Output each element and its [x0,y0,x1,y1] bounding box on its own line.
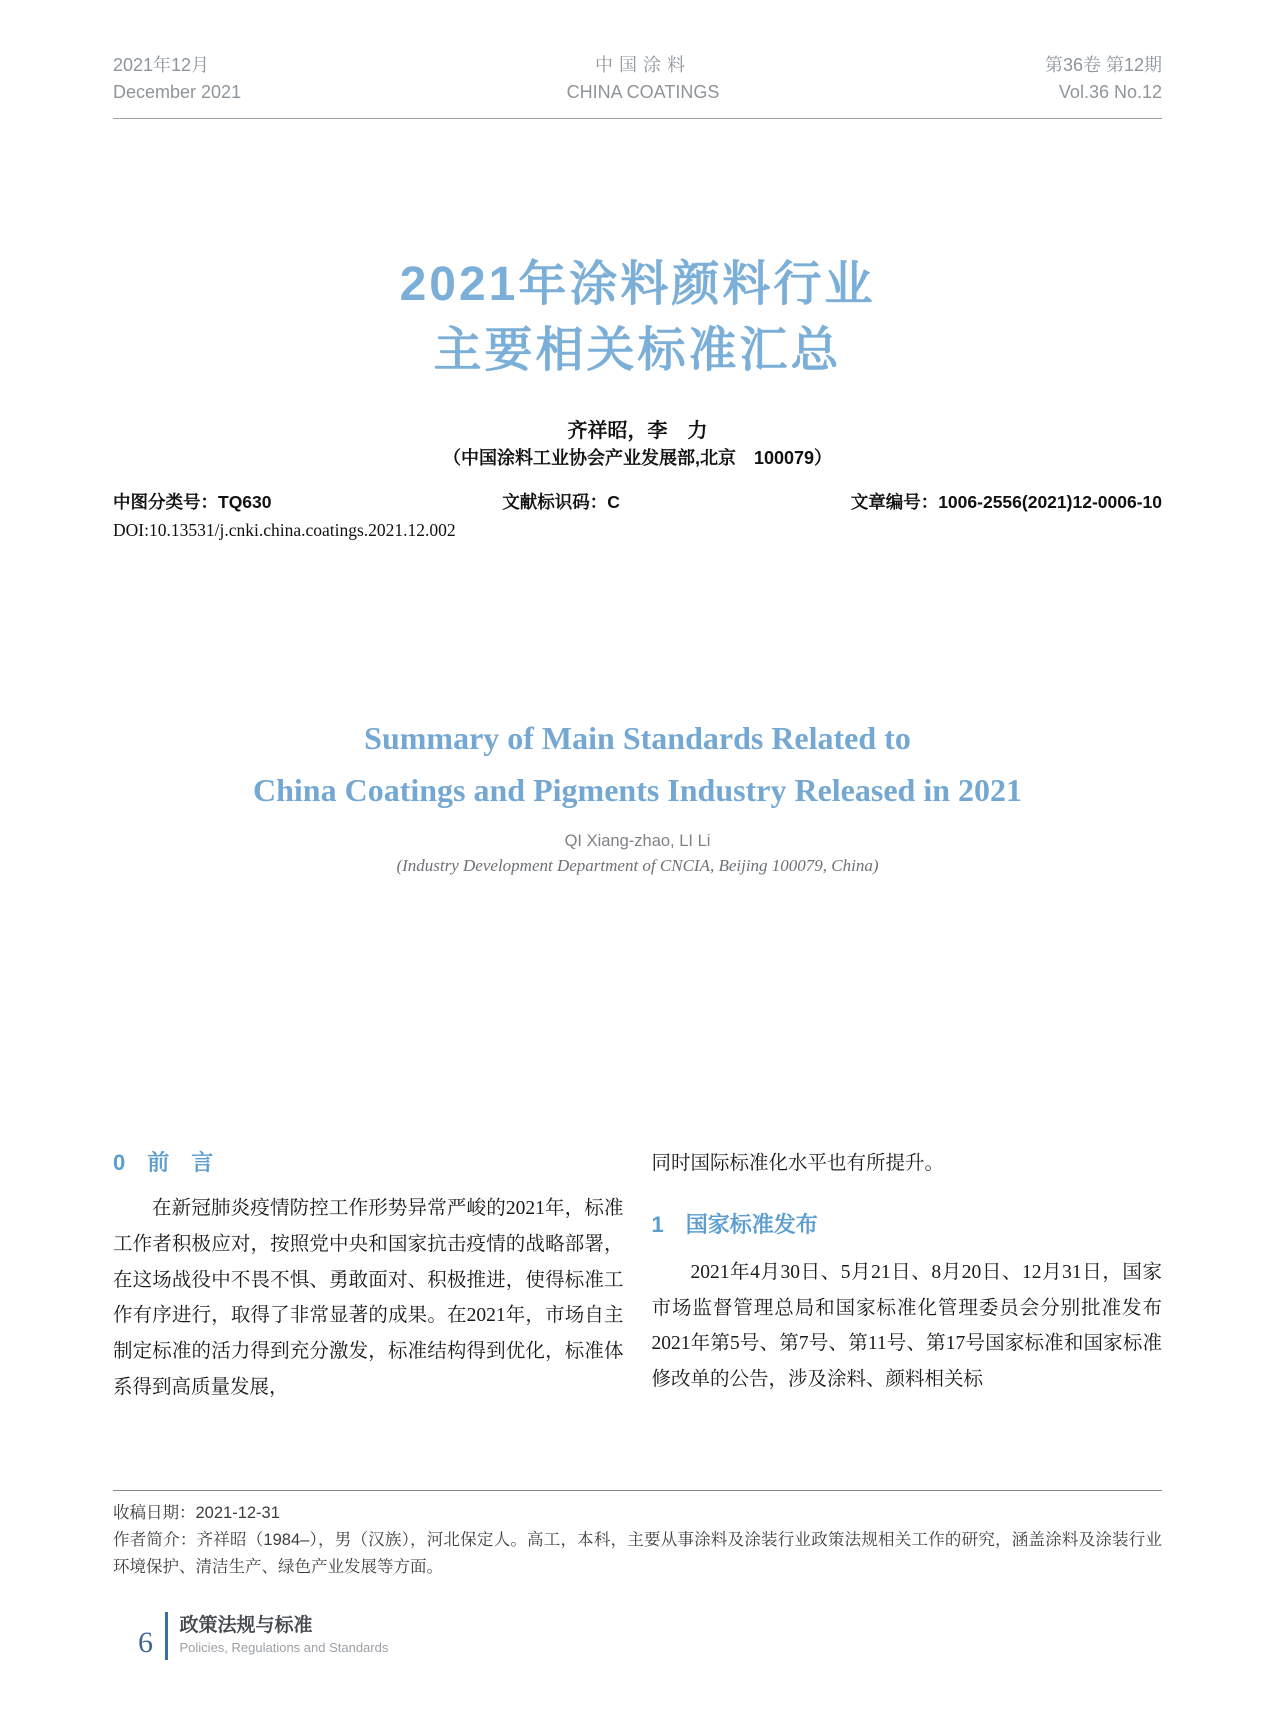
article-title-cn-line2: 主要相关标准汇总 [433,324,842,377]
header-journal-name [567,52,720,106]
footer-column-title [180,1614,389,1658]
page-header [113,52,1162,106]
section-0-paragraph: 在新冠肺炎疫情防控工作形势异常严峻的2021年，标准工作者积极应对，按照党中央和国家抗击疫情的战略部署，在这场战役中不畏不惧、勇敢面对、积极推进，使得标准工作有序进行，取得了非常显著的成果。在2021年，市场自主制定标准的活力得到充分激发，标准结构得到优化，标准体系得到高质量发展， [113,1198,624,1398]
page-footer [138,1612,388,1660]
article-meta [113,489,1162,514]
footer-column-cn: 政策法规与标准 [179,1615,313,1636]
footnote-author-bio: 作者简介：齐祥昭（1984–），男（汉族），河北保定人。高工，本科，主要从事涂料及涂装行业政策法规相关工作的研究，涵盖涂料及涂装行业环境保护、清洁生产、绿色产业发展等方面。 [113,1531,1162,1576]
header-divider [113,118,1162,119]
page-number: 6 [138,1626,153,1659]
journal-name-cn: 中国涂料 [595,55,692,75]
meta-doi: DOI:10.13531/j.cnki.china.coatings.2021.12.002 [113,520,456,540]
footnote-received-date: 收稿日期：2021-12-31 [113,1504,280,1522]
footnote-block [113,1490,1162,1581]
authors-cn: 齐祥昭，李 力 [567,420,708,442]
meta-doc-code: 文献标识码：C [502,492,620,512]
article-body [113,1146,1162,1406]
article-title-cn-line1: 2021年涂料颜料行业 [399,258,876,311]
article-title-en [0,712,1275,816]
volume-en: Vol.36 No.12 [1058,82,1162,102]
affiliation-cn: （中国涂料工业协会产业发展部,北京 100079） [442,448,833,468]
header-date [113,52,241,106]
volume-cn: 第36卷 第12期 [1044,55,1162,75]
authors-en: QI Xiang-zhao, LI Li [564,832,711,850]
meta-clc: 中图分类号：TQ630 [113,492,272,512]
body-column-left [113,1146,624,1406]
article-title-en-line1: Summary of Main Standards Related to [364,720,911,756]
header-date-cn: 2021年12月 [113,55,210,75]
section-1-heading: 1 国家标准发布 [651,1211,818,1237]
footer-divider-bar [165,1612,168,1660]
section-0-heading: 0 前 言 [113,1150,214,1175]
affiliation-en: (Industry Development Department of CNCIA, Beijing 100079, China) [396,856,879,875]
meta-article-id: 文章编号：1006-2556(2021)12-0006-10 [850,492,1162,512]
body-column-right [652,1146,1163,1406]
header-date-en: December 2021 [113,82,242,102]
section-0-paragraph-continued: 同时国际标准化水平也有所提升。 [651,1153,945,1174]
journal-name-en: CHINA COATINGS [566,82,720,102]
section-1-paragraph: 2021年4月30日、5月21日、8月20日、12月31日，国家市场监督管理总局和国家标准化管理委员会分别批准发布2021年第5号、第7号、第11号、第17号国家标准和国家标准修改单的公告，涉及涂料、颜料相关标 [651,1261,1162,1391]
article-title-cn [0,252,1275,384]
header-volume [1045,52,1162,106]
article-title-en-line2: China Coatings and Pigments Industry Released in 2021 [253,772,1022,808]
footer-column-en: Policies, Regulations and Standards [179,1640,389,1655]
